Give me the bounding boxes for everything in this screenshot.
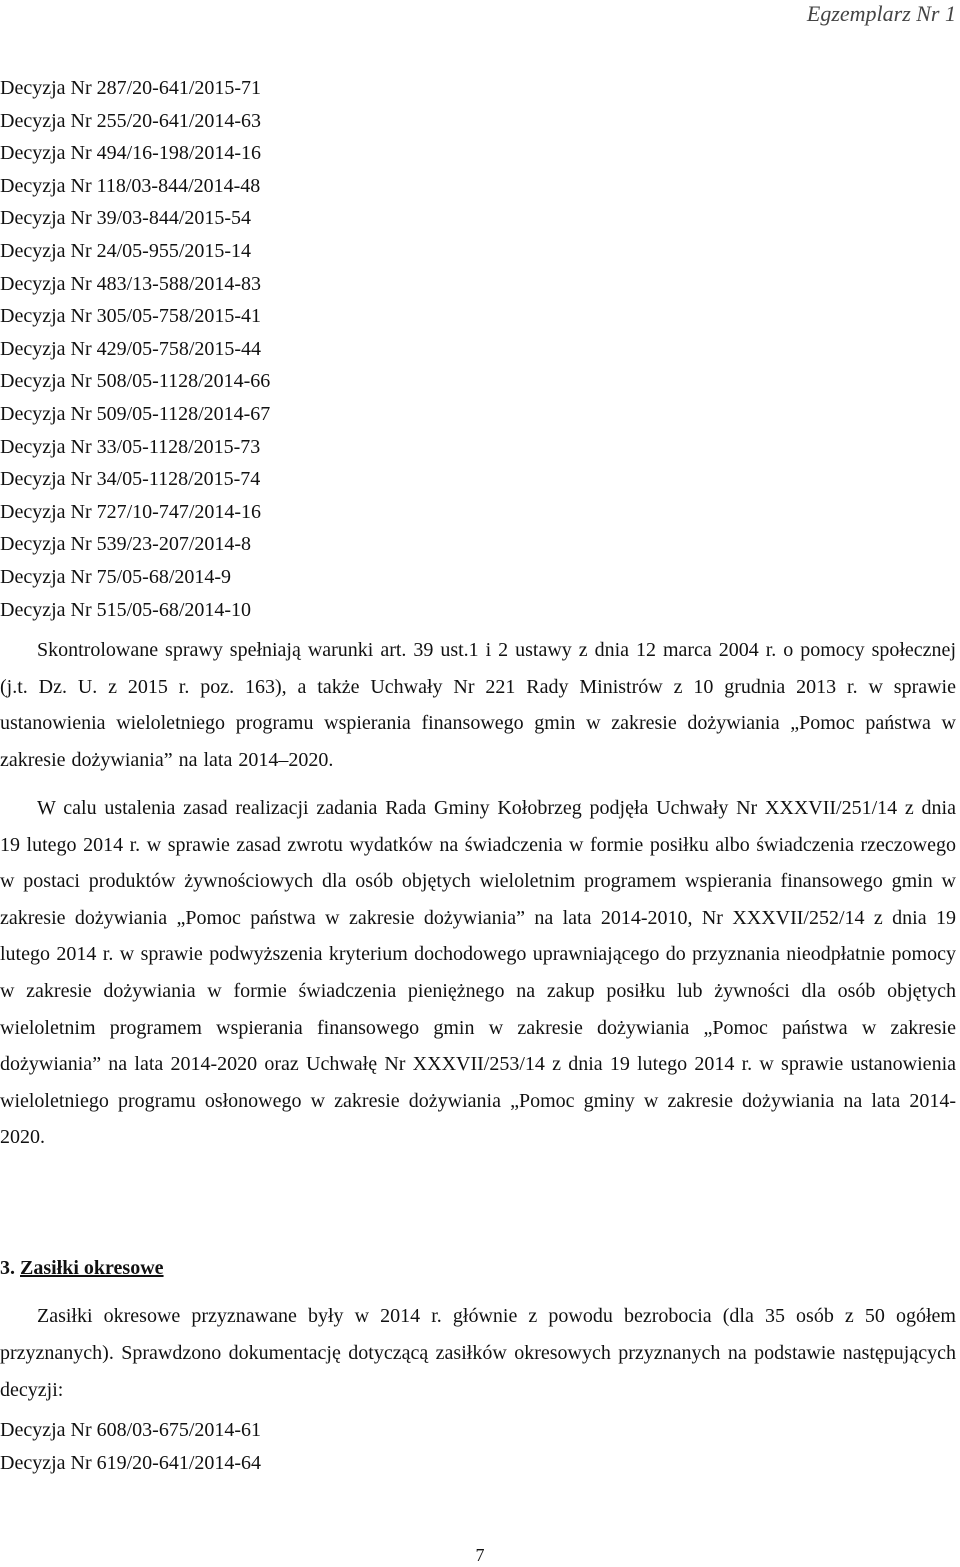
paragraph-compliance xyxy=(0,632,956,779)
decision-item: Decyzja Nr 34/05-1128/2015-74 xyxy=(0,468,261,491)
decision-item: Decyzja Nr 75/05-68/2014-9 xyxy=(0,565,232,588)
copy-label: Egzemplarz Nr 1 xyxy=(806,1,956,26)
paragraph-periodic-benefits xyxy=(0,1298,956,1409)
decision-item: Decyzja Nr 508/05-1128/2014-66 xyxy=(0,370,271,393)
decision-item: Decyzja Nr 509/05-1128/2014-67 xyxy=(0,402,271,425)
page-number: 7 xyxy=(475,1545,485,1565)
decision-item: Decyzja Nr 619/20-641/2014-64 xyxy=(0,1451,262,1474)
decision-item: Decyzja Nr 39/03-844/2015-54 xyxy=(0,207,252,230)
decision-item: Decyzja Nr 287/20-641/2015-71 xyxy=(0,77,262,99)
section-title: Zasiłki okresowe xyxy=(20,1257,164,1279)
paragraph-resolutions-text: W calu ustalenia zasad realizacji zadania Rada Gminy Kołobrzeg podjęła Uchwały Nr XXXVII/251/14 z dnia 19 lutego 2014 r. w sprawie zasad zwrotu wydatków na świadczenia w formie posiłku albo świadczenia rzeczowego w postaci produktów żywnościowych dla osób objętych wieloletnim programem wspierania finansowego gmin w zakresie dożywiania „Pomoc państwa w zakresie dożywiania” na lata 2014-2010, Nr XXXVII/252/14 z dnia 19 lutego 2014 r. w sprawie podwyższenia kryterium dochodowego uprawniającego do przyznania nieodpłatnie pomocy w zakresie dożywiania w formie świadczenia pieniężnego na zakup posiłku lub żywności dla osób objętych wieloletnim programem wspierania finansowego gmin w zakresie dożywiania „Pomoc państwa w zakresie dożywiania” na lata 2014-2020 oraz Uchwałę Nr XXXVII/253/14 z dnia 19 lutego 2014 r. w sprawie ustanowienia wieloletniego programu osłonowego w zakresie dożywiania „Pomoc gminy w zakresie dożywiania na lata 2014-2020. xyxy=(0,797,956,1149)
paragraph-periodic-benefits-text: Zasiłki okresowe przyznawane były w 2014 r. głównie z powodu bezrobocia (dla 35 osób z 50 ogółem przyznanych). Sprawdzono dokumentację dotyczącą zasiłków okresowych przyznanych na podstawie następujących decyzji: xyxy=(0,1305,956,1401)
decision-item: Decyzja Nr 727/10-747/2014-16 xyxy=(0,500,262,523)
decision-list-bottom xyxy=(0,1414,960,1479)
decision-item: Decyzja Nr 429/05-758/2015-44 xyxy=(0,337,262,360)
decision-item: Decyzja Nr 305/05-758/2015-41 xyxy=(0,305,262,328)
decision-item: Decyzja Nr 608/03-675/2014-61 xyxy=(0,1419,262,1441)
section-number: 3. xyxy=(0,1257,15,1279)
paragraph-resolutions xyxy=(0,790,956,1156)
decision-item: Decyzja Nr 118/03-844/2014-48 xyxy=(0,174,261,197)
section-heading xyxy=(0,1252,164,1284)
decision-item: Decyzja Nr 494/16-198/2014-16 xyxy=(0,142,262,165)
paragraph-compliance-text: Skontrolowane sprawy spełniają warunki art. 39 ust.1 i 2 ustawy z dnia 12 marca 2004 r. o pomocy społecznej (j.t. Dz. U. z 2015 r. poz. 163), a także Uchwały Nr 221 Rady Ministrów z 10 grudnia 2013 r. w sprawie ustanowienia wieloletniego programu wspierania finansowego gmin w zakresie dożywiania „Pomoc państwa w zakresie dożywiania” na lata 2014–2020. xyxy=(0,639,956,772)
decision-item: Decyzja Nr 255/20-641/2014-63 xyxy=(0,109,262,132)
decision-item: Decyzja Nr 33/05-1128/2015-73 xyxy=(0,435,261,458)
decision-list-top xyxy=(0,72,960,626)
decision-item: Decyzja Nr 483/13-588/2014-83 xyxy=(0,272,262,295)
decision-item: Decyzja Nr 515/05-68/2014-10 xyxy=(0,598,252,621)
decision-item: Decyzja Nr 539/23-207/2014-8 xyxy=(0,533,252,556)
decision-item: Decyzja Nr 24/05-955/2015-14 xyxy=(0,239,252,262)
